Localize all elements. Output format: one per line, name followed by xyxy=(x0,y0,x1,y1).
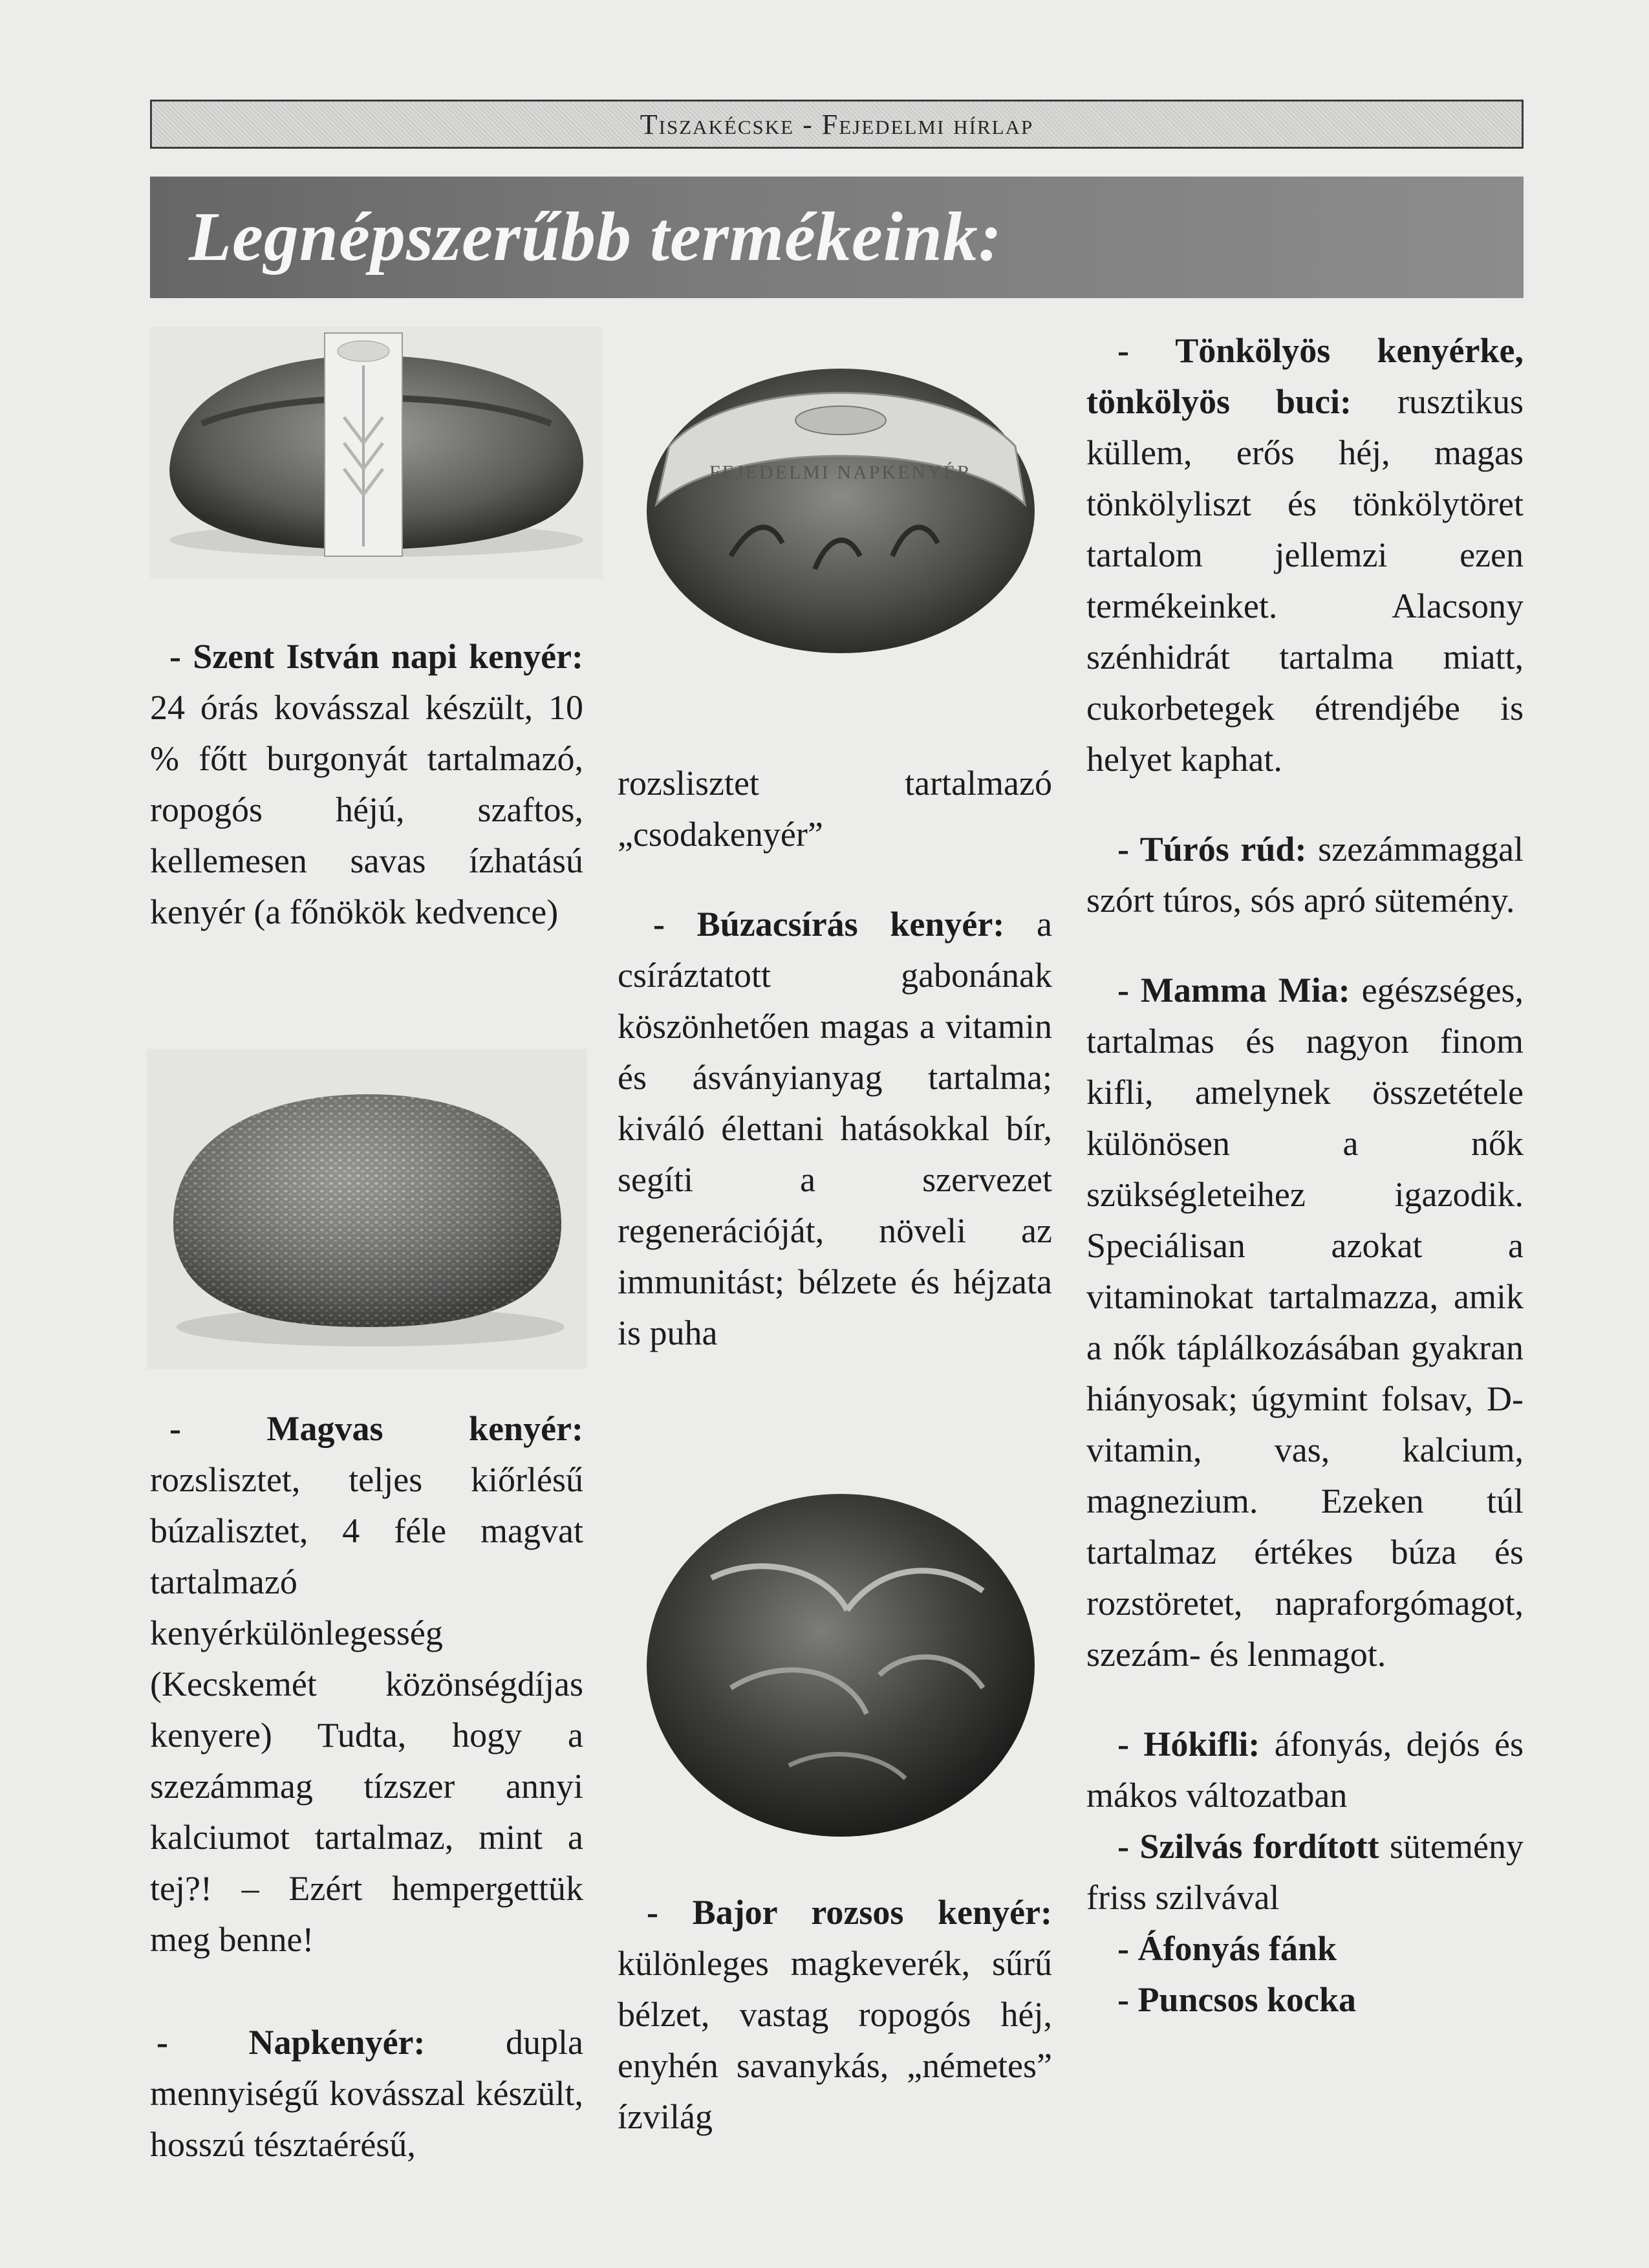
photo-magvas-loaf xyxy=(147,1049,587,1369)
section-title: Legnépszerűbb termékeink: xyxy=(189,199,1002,275)
item-description: szezámmaggal szórt túros, sós apró sütemény. xyxy=(1086,830,1524,920)
item-description: áfonyás, dejós és mákos változatban xyxy=(1086,1725,1524,1815)
item-description: 24 órás kovásszal készült, 10 % főtt burgonyát tartalmazó, ropogós héjú, szaftos, kellemesen savas ízhatású kenyér (a főnökök kedvence) xyxy=(150,688,583,931)
item-name: - Magvas kenyér: xyxy=(169,1409,583,1448)
item-name: - Túrós rúd: xyxy=(1117,830,1307,869)
item-name: - Hókifli: xyxy=(1117,1725,1260,1764)
round-rye-bread-icon xyxy=(634,1481,1048,1850)
col3-text xyxy=(1086,325,1524,2025)
running-title: Tiszakécske - Fejedelmi hírlap xyxy=(640,108,1034,140)
item-afonyas xyxy=(1086,1923,1524,1974)
running-header xyxy=(150,100,1524,149)
item-name: - Szilvás fordított xyxy=(1117,1827,1379,1866)
item-szent-istvan xyxy=(150,631,583,938)
col2-text-lower xyxy=(618,1887,1052,2143)
photo-szent-istvan-loaf xyxy=(150,327,603,579)
item-hokifli xyxy=(1086,1719,1524,1821)
item-puncsos xyxy=(1086,1974,1524,2025)
item-bajor xyxy=(618,1887,1052,2143)
item-napkenyer xyxy=(150,2017,583,2170)
item-name: - Búzacsírás kenyér: xyxy=(653,905,1005,944)
round-bread-icon xyxy=(621,349,1061,660)
item-mamma-mia xyxy=(1086,965,1524,1680)
item-name: - Tönkölyös kenyérke, tönkölyös buci: xyxy=(1086,331,1524,421)
photo-napkenyer-loaf xyxy=(621,349,1061,660)
item-description: rozslisztet, teljes kiőrlésű búzalisztet, 4 féle magvat tartalmazó kenyérkülönlegesség (Kecskemét közönségdíjas kenyere) Tudta, hogy a szezámmag tízszer annyi kalciumot tartalmaz, mint a tej?! – Ezért hempergettük meg benne! xyxy=(150,1460,583,1959)
item-description: a csíráztatott gabonának köszönhetően magas a vitamin és ásványianyag tartalma; kiváló élettani hatásokkal bír, segíti a szervezet regenerációját, növeli az immunitást; bélzete és héjzata is puha xyxy=(618,905,1052,1352)
item-turos xyxy=(1086,824,1524,926)
item-name: - Szent István napi kenyér: xyxy=(169,637,583,676)
col1-text-lower xyxy=(150,1403,583,2170)
col2-text-upper xyxy=(618,758,1052,1359)
item-description: rusztikus küllem, erős héj, magas tönkölyliszt és tönkölytöret tartalom jellemzi ezen termékeinket. Alacsony szénhidrát tartalma miatt, cukorbetegek étrendjébe is helyet kaphat. xyxy=(1086,382,1524,779)
item-description: sütemény friss szilvával xyxy=(1086,1827,1524,1917)
bread-loaf-icon xyxy=(150,327,603,579)
item-napkenyer-continued: rozslisztet tartalmazó „csodakenyér” xyxy=(618,764,1052,854)
item-name: - Bajor rozsos kenyér: xyxy=(647,1893,1052,1932)
item-description: különleges magkeverék, sűrű bélzet, vastag ropogós héj, enyhén savanykás, „németes” ízvilág xyxy=(618,1944,1052,2136)
bread-label: FEJEDELMI NAPKENYÉR xyxy=(709,462,973,483)
item-name: - Puncsos kocka xyxy=(1117,1980,1357,2019)
item-name: - Mamma Mia: xyxy=(1117,971,1350,1010)
photo-bajor-loaf xyxy=(634,1481,1048,1850)
item-szilvas xyxy=(1086,1821,1524,1923)
item-buzacsiras xyxy=(618,899,1052,1359)
item-name: - Napkenyér: xyxy=(156,2023,426,2062)
seeded-bread-icon xyxy=(147,1049,587,1369)
item-magvas xyxy=(150,1403,583,1965)
col1-text-upper xyxy=(150,631,583,938)
item-description: dupla mennyiségű kovásszal készült, hosszú tésztaérésű, xyxy=(150,2023,583,2164)
item-description: egészséges, tartalmas és nagyon finom kifli, amelynek összetétele különösen a nők szükségleteihez igazodik. Speciálisan azokat a vitaminokat tartalmazza, amik a nők táplálkozásában gyakran hiányosak; úgymint folsav, D-vitamin, vas, kalcium, magnezium. Ezeken túl tartalmaz értékes búza és rozstöretet, napraforgómagot, szezám- és lenmagot. xyxy=(1086,971,1524,1674)
item-tonkolyos xyxy=(1086,325,1524,785)
section-banner xyxy=(150,177,1524,298)
item-name: - Áfonyás fánk xyxy=(1117,1929,1337,1968)
